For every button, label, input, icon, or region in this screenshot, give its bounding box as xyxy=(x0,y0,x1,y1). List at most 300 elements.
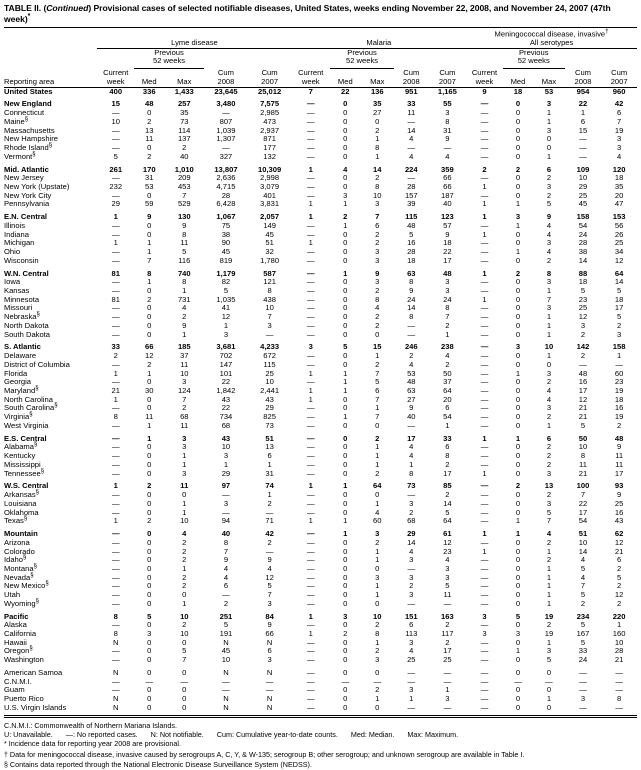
row-value-10: — xyxy=(480,507,489,517)
row-value-8: 4 xyxy=(409,646,414,656)
row-value-13: 1 xyxy=(580,108,586,118)
row-area-label: Maryland§ xyxy=(4,385,39,395)
row-value-4: 10 xyxy=(265,303,274,313)
row-value-8: 28 xyxy=(407,247,416,257)
row-value-7: 1 xyxy=(375,694,380,704)
row-value-10: — xyxy=(480,685,489,695)
row-value-0: 1 xyxy=(113,394,118,404)
row-value-9: 123 xyxy=(441,212,454,222)
row-value-3: 5 xyxy=(223,286,229,296)
col-meningococcal-cum-2008: Cum 2008 xyxy=(574,68,592,86)
row-value-12: 10 xyxy=(544,342,554,352)
row-value-13: 7 xyxy=(580,490,586,500)
row-value-10: 2 xyxy=(482,164,487,174)
row-value-0: 10 xyxy=(111,116,120,126)
table-row xyxy=(4,491,637,500)
row-value-14: 11 xyxy=(615,459,624,469)
row-value-13: 100 xyxy=(576,481,590,491)
row-value-14: 1 xyxy=(617,351,622,361)
row-value-4: 3 xyxy=(267,655,272,665)
row-value-3: 94 xyxy=(221,516,231,526)
row-value-1: 2 xyxy=(147,481,152,491)
row-value-0: 5 xyxy=(113,151,118,161)
row-value-5: — xyxy=(306,468,315,478)
row-value-0: — xyxy=(111,247,120,257)
row-value-8: 3 xyxy=(409,685,414,695)
row-value-8: — xyxy=(407,320,416,330)
row-area-label: Montana§ xyxy=(4,563,37,573)
row-value-6: 0 xyxy=(343,320,348,330)
row-value-0: 8 xyxy=(113,412,118,422)
row-value-5: — xyxy=(306,694,315,704)
row-value-4: — xyxy=(265,546,274,556)
row-value-8: 3 xyxy=(409,590,414,600)
row-value-9: 1,165 xyxy=(437,86,457,96)
table-row xyxy=(4,127,637,136)
row-value-12: 0 xyxy=(546,685,552,695)
row-value-11: 1 xyxy=(515,646,521,656)
row-value-11: 0 xyxy=(515,229,521,239)
row-value-4: 32 xyxy=(265,247,274,257)
row-footnote-marker: § xyxy=(35,489,39,496)
row-value-11: 0 xyxy=(515,255,521,265)
row-value-3: — xyxy=(222,490,230,500)
row-value-0: — xyxy=(111,646,120,656)
row-area-label: New York City xyxy=(4,190,52,200)
row-value-11: 1 xyxy=(515,516,521,526)
row-value-13: 954 xyxy=(576,86,590,96)
footnote-dagger xyxy=(4,750,637,760)
row-value-4: 438 xyxy=(263,294,276,304)
row-value-9: 5 xyxy=(445,507,450,517)
row-value-13: 10 xyxy=(578,173,588,183)
row-value-4: 2,985 xyxy=(260,108,280,118)
row-value-5: — xyxy=(306,537,315,547)
row-value-3: 22 xyxy=(221,403,231,413)
row-value-0: 8 xyxy=(113,611,118,621)
row-value-1: 0 xyxy=(147,620,152,630)
row-value-5: 1 xyxy=(308,629,313,639)
row-value-5: — xyxy=(306,151,315,161)
row-value-1: 1 xyxy=(147,247,152,257)
row-value-9: 85 xyxy=(443,481,452,491)
row-area-label: Puerto Rico xyxy=(4,694,44,704)
row-value-5: — xyxy=(306,359,315,369)
row-value-0: — xyxy=(111,229,120,239)
row-value-13: 18 xyxy=(578,277,588,287)
footnote-dagger-text: Data for meningococcal disease, invasive caused by serogroups A, C, Y, & W-135; serogroup B; other serogroup; and unknown serogroup are available in Table I. xyxy=(9,749,525,759)
row-value-11: 0 xyxy=(515,151,521,161)
row-value-11: 0 xyxy=(515,442,521,452)
row-value-14: 3 xyxy=(617,329,622,339)
table-row xyxy=(4,539,637,548)
row-value-0: — xyxy=(111,255,120,265)
row-value-13: 2 xyxy=(580,329,586,339)
row-value-8: 2 xyxy=(409,351,414,361)
row-area-label: Connecticut xyxy=(4,108,45,118)
table-row xyxy=(4,296,637,305)
row-area-label: Guam xyxy=(4,685,25,695)
table-row xyxy=(4,404,637,413)
table-row xyxy=(4,582,637,591)
row-value-11: 0 xyxy=(515,412,521,422)
row-value-8: — xyxy=(407,598,416,608)
row-area-label: Texas§ xyxy=(4,515,28,526)
row-value-13: 3 xyxy=(580,320,586,330)
row-value-0: 2 xyxy=(113,351,118,361)
table-row xyxy=(4,556,637,565)
table-row xyxy=(4,370,637,379)
row-value-11: 0 xyxy=(515,386,521,395)
row-value-6: 0 xyxy=(343,420,348,430)
row-value-10: — xyxy=(480,286,489,296)
row-value-9: 17 xyxy=(443,468,452,478)
row-footnote-marker: § xyxy=(23,554,27,561)
row-value-6: 0 xyxy=(343,490,348,500)
row-area-label: Delaware xyxy=(4,351,37,361)
row-area-label: Maine§ xyxy=(4,116,29,126)
row-value-8: 63 xyxy=(407,268,416,278)
row-value-0: — xyxy=(111,590,120,600)
row-value-5: — xyxy=(306,459,315,469)
row-value-3: N xyxy=(223,694,229,704)
row-value-4: 2,441 xyxy=(260,386,280,395)
row-value-2: 3 xyxy=(182,468,187,478)
row-value-4: 115 xyxy=(263,359,276,369)
row-value-10: 3 xyxy=(482,611,487,621)
row-area-label: W.N. Central xyxy=(4,268,49,278)
row-value-12: 2 xyxy=(546,190,552,200)
row-value-6: 1 xyxy=(343,516,348,526)
row-value-6: 0 xyxy=(343,433,348,443)
row-value-0: 81 xyxy=(111,294,120,304)
row-value-12: 53 xyxy=(544,86,554,96)
row-value-8: 53 xyxy=(407,368,416,378)
row-value-11: 0 xyxy=(515,637,521,647)
row-value-12: 1 xyxy=(546,598,552,608)
row-value-9: 238 xyxy=(441,342,454,352)
col-meningococcal-cum-2007: Cum 2007 xyxy=(610,68,628,86)
row-value-13: 21 xyxy=(578,412,588,422)
row-value-0: 29 xyxy=(111,199,120,209)
row-value-1: 0 xyxy=(147,320,152,330)
row-value-12: 0 xyxy=(546,702,552,712)
table-row xyxy=(4,331,637,340)
table-row xyxy=(4,509,637,518)
row-value-2: 1 xyxy=(182,451,187,461)
row-value-2: 5 xyxy=(182,646,187,656)
row-value-5: — xyxy=(306,529,315,539)
row-value-11: 0 xyxy=(515,303,521,313)
row-value-3: 10 xyxy=(221,655,231,665)
row-value-4: 587 xyxy=(263,268,276,278)
row-value-5: — xyxy=(306,320,315,330)
row-value-9: 55 xyxy=(443,99,452,109)
row-value-3: — xyxy=(222,507,230,517)
row-value-4: — xyxy=(265,676,274,686)
row-value-5: — xyxy=(306,329,315,339)
row-value-14: 8 xyxy=(617,694,622,704)
group-meningococcal-subtitle: All serotypes xyxy=(529,38,574,48)
row-value-4: 25,012 xyxy=(257,86,282,96)
row-value-14: 19 xyxy=(614,125,624,135)
row-value-13: 21 xyxy=(578,468,588,478)
table-row xyxy=(4,470,637,479)
row-value-12: 2 xyxy=(546,451,552,461)
row-area-label: New Hampshire xyxy=(4,134,59,144)
row-value-7: 1 xyxy=(375,442,380,452)
table-row xyxy=(4,600,637,609)
row-value-8: 2 xyxy=(409,507,414,517)
row-value-6: 0 xyxy=(343,442,348,452)
row-value-13: — xyxy=(579,702,587,712)
row-value-8: 1 xyxy=(409,694,414,704)
row-value-14: 2 xyxy=(617,598,622,608)
row-value-2: 40 xyxy=(180,151,189,161)
table-row xyxy=(4,174,637,183)
row-value-12: 1 xyxy=(546,286,552,296)
row-area-label: Virginia§ xyxy=(4,411,33,422)
row-value-11: 0 xyxy=(515,99,521,109)
row-value-4: 1 xyxy=(267,490,272,500)
table-row xyxy=(4,183,637,192)
row-value-1: 2 xyxy=(147,116,152,126)
table-row xyxy=(4,161,637,174)
row-value-12: 2 xyxy=(546,620,552,630)
row-value-11: 0 xyxy=(515,238,521,248)
row-value-10: — xyxy=(480,598,489,608)
row-value-3: 23,645 xyxy=(214,86,238,96)
row-value-8: 73 xyxy=(407,481,416,491)
row-value-11: 0 xyxy=(515,459,521,469)
row-value-10: — xyxy=(480,173,489,183)
col-malaria-med: Med xyxy=(337,76,353,86)
row-value-8: 14 xyxy=(407,125,416,135)
row-value-7: 8 xyxy=(375,294,380,304)
row-value-2: 0 xyxy=(182,685,187,695)
row-value-8: 3 xyxy=(409,572,414,582)
table-row xyxy=(4,87,637,96)
row-value-3: 734 xyxy=(219,412,233,422)
row-value-10: — xyxy=(480,351,489,361)
row-area-label: Florida xyxy=(4,368,28,378)
row-value-8: — xyxy=(407,702,416,712)
row-value-2: 5 xyxy=(182,247,187,257)
row-value-11: 18 xyxy=(513,86,523,96)
row-value-13: 54 xyxy=(578,220,588,230)
row-value-6: 0 xyxy=(343,351,348,361)
table-row xyxy=(4,144,637,153)
row-value-11: 0 xyxy=(515,498,521,508)
table-row xyxy=(4,443,637,452)
page-title xyxy=(0,0,641,26)
row-value-9: 2 xyxy=(445,359,450,369)
row-value-6: 0 xyxy=(343,620,348,630)
row-value-11: 0 xyxy=(515,359,521,369)
row-value-0: N xyxy=(112,668,119,678)
row-value-4: 6 xyxy=(267,646,272,656)
row-value-0: — xyxy=(111,529,120,539)
row-area-label: C.N.M.I. xyxy=(4,676,32,686)
row-value-0: — xyxy=(111,572,120,582)
row-value-6: 1 xyxy=(343,386,348,395)
row-value-0: — xyxy=(111,142,120,152)
row-value-10: — xyxy=(480,320,489,330)
row-value-4: 2,937 xyxy=(260,125,280,135)
table-row xyxy=(4,695,637,704)
table-row xyxy=(4,630,637,639)
row-value-2: 740 xyxy=(177,268,191,278)
row-value-0: — xyxy=(111,134,120,144)
row-value-8: 39 xyxy=(407,199,416,209)
row-value-6: 0 xyxy=(343,563,348,573)
row-area-label: North Dakota xyxy=(4,320,49,330)
row-value-3: N xyxy=(223,668,229,678)
row-value-8: 3 xyxy=(409,555,414,565)
row-value-10: — xyxy=(480,368,489,378)
row-value-0: — xyxy=(111,312,120,322)
row-value-8: 115 xyxy=(405,212,418,222)
col-lyme-current-week: Current week xyxy=(103,68,129,86)
row-value-2: 1 xyxy=(182,459,187,469)
row-value-13: 4 xyxy=(580,555,586,565)
row-footnote-marker: § xyxy=(48,142,53,149)
row-value-0: — xyxy=(111,433,120,443)
legend-unavailable: U: Unavailable. xyxy=(4,729,53,739)
row-area-label: Pacific xyxy=(4,611,29,621)
row-value-8: — xyxy=(407,676,416,686)
row-value-14: 35 xyxy=(614,181,624,191)
row-value-14: 18 xyxy=(614,394,624,404)
row-value-5: 1 xyxy=(308,368,313,378)
row-area-label: Pennsylvania xyxy=(4,199,50,209)
row-value-8: 9 xyxy=(409,403,414,413)
row-value-6: 1 xyxy=(343,481,348,491)
row-value-9: 8 xyxy=(445,303,450,313)
col-lyme-cum-2008: Cum 2008 xyxy=(217,68,235,86)
row-value-7: 0 xyxy=(375,420,380,430)
row-value-3: 43 xyxy=(221,394,231,404)
row-value-11: 0 xyxy=(515,572,521,582)
row-value-9: 9 xyxy=(445,229,450,239)
table-row xyxy=(4,591,637,600)
row-value-11: 0 xyxy=(515,537,521,547)
row-value-1: 0 xyxy=(147,498,152,508)
row-value-4: 9 xyxy=(267,555,272,565)
row-value-8: 8 xyxy=(409,312,414,322)
row-value-6: 0 xyxy=(343,459,348,469)
row-value-12: 3 xyxy=(546,498,552,508)
table-row xyxy=(4,222,637,231)
row-value-10: — xyxy=(480,108,489,118)
row-value-11: 1 xyxy=(515,220,521,230)
row-value-14: 3 xyxy=(617,134,622,144)
row-value-1: 0 xyxy=(147,537,152,547)
row-value-8: 4 xyxy=(409,151,414,161)
row-area-label: Colorado xyxy=(4,546,35,556)
row-value-14: — xyxy=(615,685,623,695)
row-value-2: 0 xyxy=(182,668,187,678)
row-value-10: — xyxy=(480,151,489,161)
row-value-5: — xyxy=(306,546,315,556)
row-value-14: 93 xyxy=(614,481,624,491)
row-value-8: 5 xyxy=(409,229,414,239)
row-value-14: 56 xyxy=(614,220,624,230)
footnote-legend xyxy=(4,730,637,739)
row-value-5: 1 xyxy=(308,516,313,526)
row-value-4: N xyxy=(266,668,273,678)
row-value-10: — xyxy=(480,277,489,287)
row-value-10: — xyxy=(480,668,489,678)
row-footnote-marker: § xyxy=(40,467,45,474)
row-value-9: 1 xyxy=(445,420,450,430)
row-value-14: 2 xyxy=(617,581,622,591)
row-value-0: — xyxy=(111,403,120,413)
row-value-10: — xyxy=(480,312,489,322)
col-malaria-cum-2008: Cum 2008 xyxy=(402,68,420,86)
row-value-6: 0 xyxy=(343,702,348,712)
row-value-0: 1 xyxy=(113,368,118,378)
table-row xyxy=(4,431,637,444)
row-value-11: 0 xyxy=(515,702,521,712)
group-meningococcal-label: Meningococcal disease, invasive xyxy=(494,29,606,39)
row-value-10: — xyxy=(480,99,489,109)
row-value-14: — xyxy=(615,676,623,686)
row-value-0: 1 xyxy=(113,481,118,491)
row-value-9: 3 xyxy=(445,108,450,118)
row-value-7: 8 xyxy=(375,629,380,639)
row-value-6: 2 xyxy=(343,629,348,639)
row-value-12: 6 xyxy=(546,433,552,443)
row-value-8: — xyxy=(407,329,416,339)
row-value-3: 38 xyxy=(221,229,231,239)
row-value-12: 1 xyxy=(546,351,552,361)
row-value-0: — xyxy=(111,598,120,608)
row-value-0: — xyxy=(111,277,120,287)
row-value-5: 1 xyxy=(308,212,313,222)
row-value-6: 0 xyxy=(343,329,348,339)
row-value-12: 3 xyxy=(546,99,552,109)
row-value-8: 33 xyxy=(407,99,416,109)
row-value-10: — xyxy=(480,303,489,313)
row-value-0: 400 xyxy=(109,86,123,96)
row-value-8: 3 xyxy=(409,637,414,647)
row-value-10: — xyxy=(480,451,489,461)
row-area-label: American Samoa xyxy=(4,668,63,678)
row-value-12: 13 xyxy=(544,481,554,491)
row-value-1: 48 xyxy=(145,99,154,109)
row-value-14: 158 xyxy=(612,342,626,352)
row-value-0: — xyxy=(111,459,120,469)
row-value-1: 5 xyxy=(147,611,152,621)
row-value-11: 0 xyxy=(515,320,521,330)
row-value-13: 142 xyxy=(576,342,590,352)
row-value-1: 0 xyxy=(147,563,152,573)
row-value-6: 0 xyxy=(343,108,348,118)
row-value-5: 1 xyxy=(308,481,313,491)
row-value-9: 64 xyxy=(443,386,452,395)
row-value-9: 3 xyxy=(445,694,450,704)
row-value-1: 0 xyxy=(147,442,152,452)
row-value-3: 1,039 xyxy=(216,125,236,135)
row-value-10: — xyxy=(480,377,489,387)
row-value-5: — xyxy=(306,598,315,608)
row-value-10: — xyxy=(480,459,489,469)
row-value-14: 9 xyxy=(617,442,622,452)
row-footnote-marker: § xyxy=(32,151,36,158)
row-value-10: — xyxy=(480,247,489,257)
row-area-label: E.N. Central xyxy=(4,212,48,222)
